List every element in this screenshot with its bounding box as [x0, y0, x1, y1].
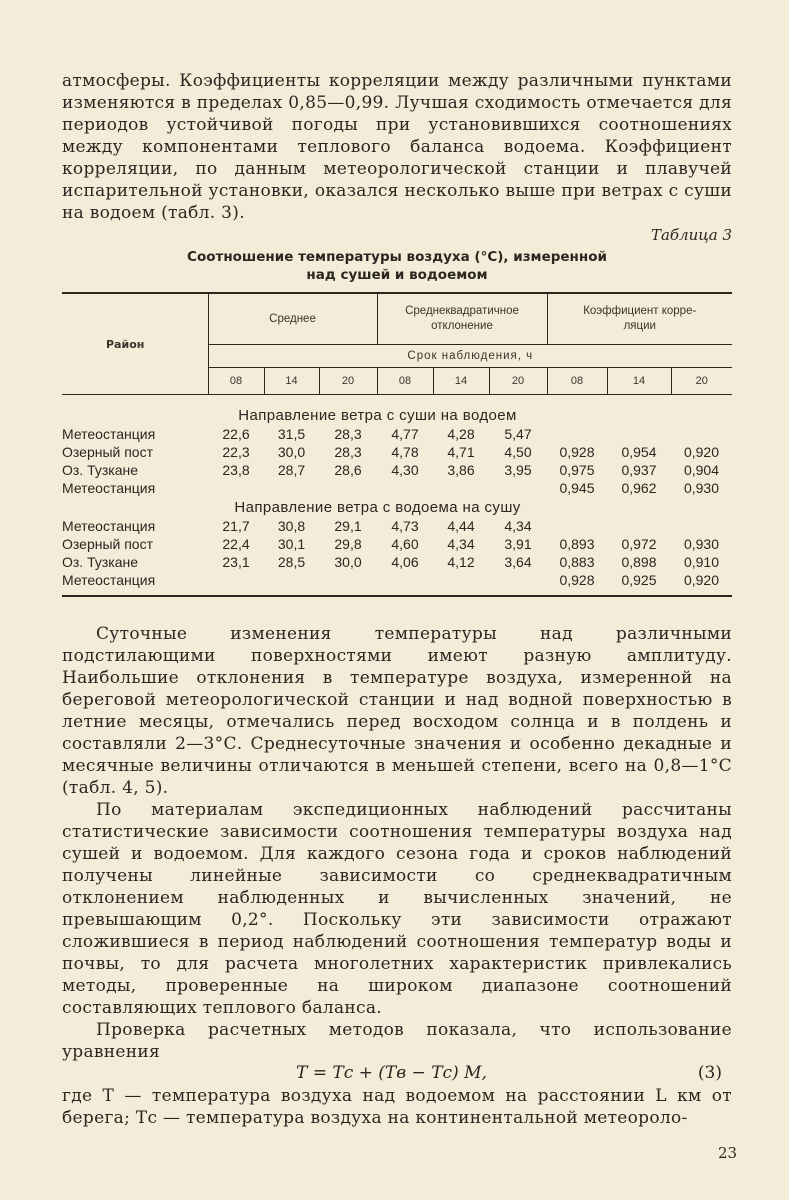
table-row	[62, 425, 732, 443]
table-cell: 30,0	[277, 444, 306, 460]
table-cell: 23,1	[222, 554, 250, 570]
table-cell	[607, 517, 671, 535]
table-cell: 0,920	[683, 572, 720, 588]
table-cell: 4,34	[447, 536, 475, 552]
table-row	[62, 461, 732, 479]
table-title	[62, 248, 732, 284]
table-cell: 28,7	[277, 462, 306, 478]
station-name: Озерный пост	[62, 444, 154, 460]
column-header-rayon: Район	[62, 293, 208, 395]
column-header-correlation	[547, 293, 732, 345]
table-cell	[489, 479, 547, 497]
table-cell	[208, 571, 264, 589]
table-cell: 3,95	[504, 462, 532, 478]
table-cell: 31,5	[277, 426, 306, 442]
table-cell: 4,73	[391, 518, 419, 534]
corr-line1: Коэффициент корре-	[583, 305, 697, 317]
hour-header: 20	[319, 368, 377, 395]
station-name: Оз. Тузкане	[62, 554, 139, 570]
table-cell	[377, 571, 433, 589]
table-cell: 0,898	[621, 554, 657, 570]
table-cell	[547, 425, 607, 443]
station-name: Метеостанция	[62, 480, 156, 496]
station-name: Метеостанция	[62, 572, 156, 588]
table-cell: 4,28	[447, 426, 475, 442]
table-cell: 0,904	[683, 462, 720, 478]
table-cell: 0,945	[559, 480, 595, 496]
table-cell: 0,937	[621, 462, 657, 478]
hour-header: 08	[377, 368, 433, 395]
table-cell: 23,8	[222, 462, 250, 478]
table-cell	[671, 517, 732, 535]
table-cell: 29,1	[334, 518, 362, 534]
station-name: Метеостанция	[62, 426, 156, 442]
table-cell: 4,50	[504, 444, 532, 460]
hour-header: 14	[433, 368, 489, 395]
table-cell: 5,47	[504, 426, 532, 442]
paragraph-verification: Проверка расчетных методов показала, что использование уравнения	[62, 1020, 732, 1062]
table-cell: 4,30	[391, 462, 419, 478]
hour-header: 20	[695, 375, 708, 387]
table-row	[62, 535, 732, 553]
paragraph-definitions: где T — температура воздуха над водоемом на расстоянии L км от берега; Tс — температура воздуха на континентальной метеороло-	[62, 1086, 732, 1128]
table-cell	[319, 571, 377, 589]
column-header-mean: Среднее	[208, 293, 377, 345]
table-cell: 4,44	[447, 518, 475, 534]
table-cell: 0,954	[621, 444, 657, 460]
table-cell: 3,91	[504, 536, 532, 552]
equation-formula: T = Tс + (Tв − Tс) M,	[296, 1063, 487, 1083]
table-row	[62, 553, 732, 571]
table-cell: 0,930	[683, 480, 720, 496]
equation-number: (3)	[697, 1063, 722, 1083]
table-cell: 0,925	[621, 572, 657, 588]
table-cell	[264, 479, 319, 497]
table-cell: 4,78	[391, 444, 419, 460]
table-cell: 29,8	[334, 536, 362, 552]
hour-header: 08	[547, 368, 607, 395]
table-cell: 4,60	[391, 536, 419, 552]
paragraph-daily-changes: Суточные изменения температуры над различными подстилающими поверхностями имеют разную амплитуду. Наибольшие отклонения в температуре воздуха, измеренной на береговой метеорологической станции и над водной поверхностью в летние месяцы, отмечались перед восходом солнца и в полдень и составляли 2—3°С. Среднесуточные значения и особенно декадные и месячные величины отличаются в меньшей степени, всего на 0,8—1°С (табл. 4, 5).	[62, 624, 732, 798]
table-cell: 28,5	[277, 554, 306, 570]
table-cell: 22,6	[222, 426, 250, 442]
table-cell: 22,3	[222, 444, 250, 460]
table-cell	[208, 479, 264, 497]
table-cell	[264, 571, 319, 589]
table-cell	[671, 425, 732, 443]
table-cell: 3,64	[504, 554, 532, 570]
table-cell	[319, 479, 377, 497]
table-cell	[433, 479, 489, 497]
table-title-line1: Соотношение температуры воздуха (°С), измеренной	[187, 249, 607, 265]
table-cell: 21,7	[222, 518, 250, 534]
table-cell: 0,975	[559, 462, 595, 478]
table-cell: 28,3	[334, 444, 362, 460]
table-cell: 30,0	[334, 554, 362, 570]
table-cell: 4,77	[391, 426, 419, 442]
table-cell: 0,883	[559, 554, 595, 570]
section-heading-land-to-water: Направление ветра с суши на водоем	[238, 406, 517, 424]
hour-header: 14	[264, 368, 319, 395]
corr-line2: ляции	[623, 320, 656, 332]
station-name: Оз. Тузкане	[62, 462, 139, 478]
table-cell: 0,893	[559, 536, 595, 552]
table-row	[62, 479, 732, 497]
table-cell: 0,910	[683, 554, 720, 570]
table-cell	[607, 425, 671, 443]
table-cell	[547, 517, 607, 535]
table-cell: 3,86	[447, 462, 475, 478]
table-cell: 4,12	[447, 554, 475, 570]
station-name: Метеостанция	[62, 518, 156, 534]
table-cell: 0,920	[683, 444, 720, 460]
table-cell	[377, 479, 433, 497]
hour-header: 14	[607, 368, 671, 395]
table-cell	[489, 571, 547, 589]
data-table	[62, 292, 732, 597]
table-title-line2: над сушей и водоемом	[306, 267, 488, 283]
paragraph-statistics: По материалам экспедиционных наблюдений рассчитаны статистические зависимости соотношения температуры воздуха над сушей и водоемом. Для каждого сезона года и сроков наблюдений получены линейные зависимости со среднеквадратичным отклонением наблюденных и вычисленных значений, не превышающим 0,2°. Поскольку эти зависимости отражают сложившиеся в период наблюдений соотношения температур воды и почвы, то для расчета многолетних характеристик привлекались методы, проверенные на широком диапазоне соотношений составляющих теплового баланса.	[62, 800, 732, 1018]
table-cell: 30,1	[277, 536, 306, 552]
paragraph-intro: атмосферы. Коэффициенты корреляции между различными пунктами изменяются в пределах 0,85—0,99. Лучшая сходимость отмечается для периодов устойчивой погоды при установившихся соотношениях между компонентами теплового баланса водоема. Коэффициент корреляции, по данным метеорологической станции и плавучей испарительной установки, оказался несколько выше при ветрах с суши на водоем (табл. 3).	[62, 71, 732, 223]
page-body	[62, 70, 732, 1129]
table-label: Таблица 3	[650, 226, 732, 244]
equation	[62, 1063, 732, 1085]
stddev-line1: Среднеквадратичное	[405, 305, 519, 317]
station-name: Озерный пост	[62, 536, 154, 552]
observation-time-header: Срок наблюдения, ч	[208, 345, 732, 368]
table-row	[62, 571, 732, 589]
table-cell: 0,972	[621, 536, 657, 552]
table-cell: 28,6	[334, 462, 362, 478]
stddev-line2: отклонение	[431, 320, 493, 332]
table-cell: 0,928	[559, 572, 595, 588]
table-cell: 0,928	[559, 444, 595, 460]
table-row	[62, 443, 732, 461]
table-cell: 4,71	[447, 444, 475, 460]
hour-header: 20	[489, 368, 547, 395]
table-cell: 0,962	[621, 480, 657, 496]
table-cell: 30,8	[277, 518, 306, 534]
column-header-stddev	[377, 293, 547, 345]
table-cell	[433, 571, 489, 589]
table-cell: 28,3	[334, 426, 362, 442]
table-cell: 22,4	[222, 536, 250, 552]
table-cell: 4,34	[504, 518, 532, 534]
hour-header: 08	[208, 368, 264, 395]
section-heading-water-to-land: Направление ветра с водоема на сушу	[234, 498, 521, 516]
table-cell: 0,930	[683, 536, 720, 552]
table-cell: 4,06	[391, 554, 419, 570]
page-number: 23	[718, 1144, 738, 1162]
table-row	[62, 517, 732, 535]
